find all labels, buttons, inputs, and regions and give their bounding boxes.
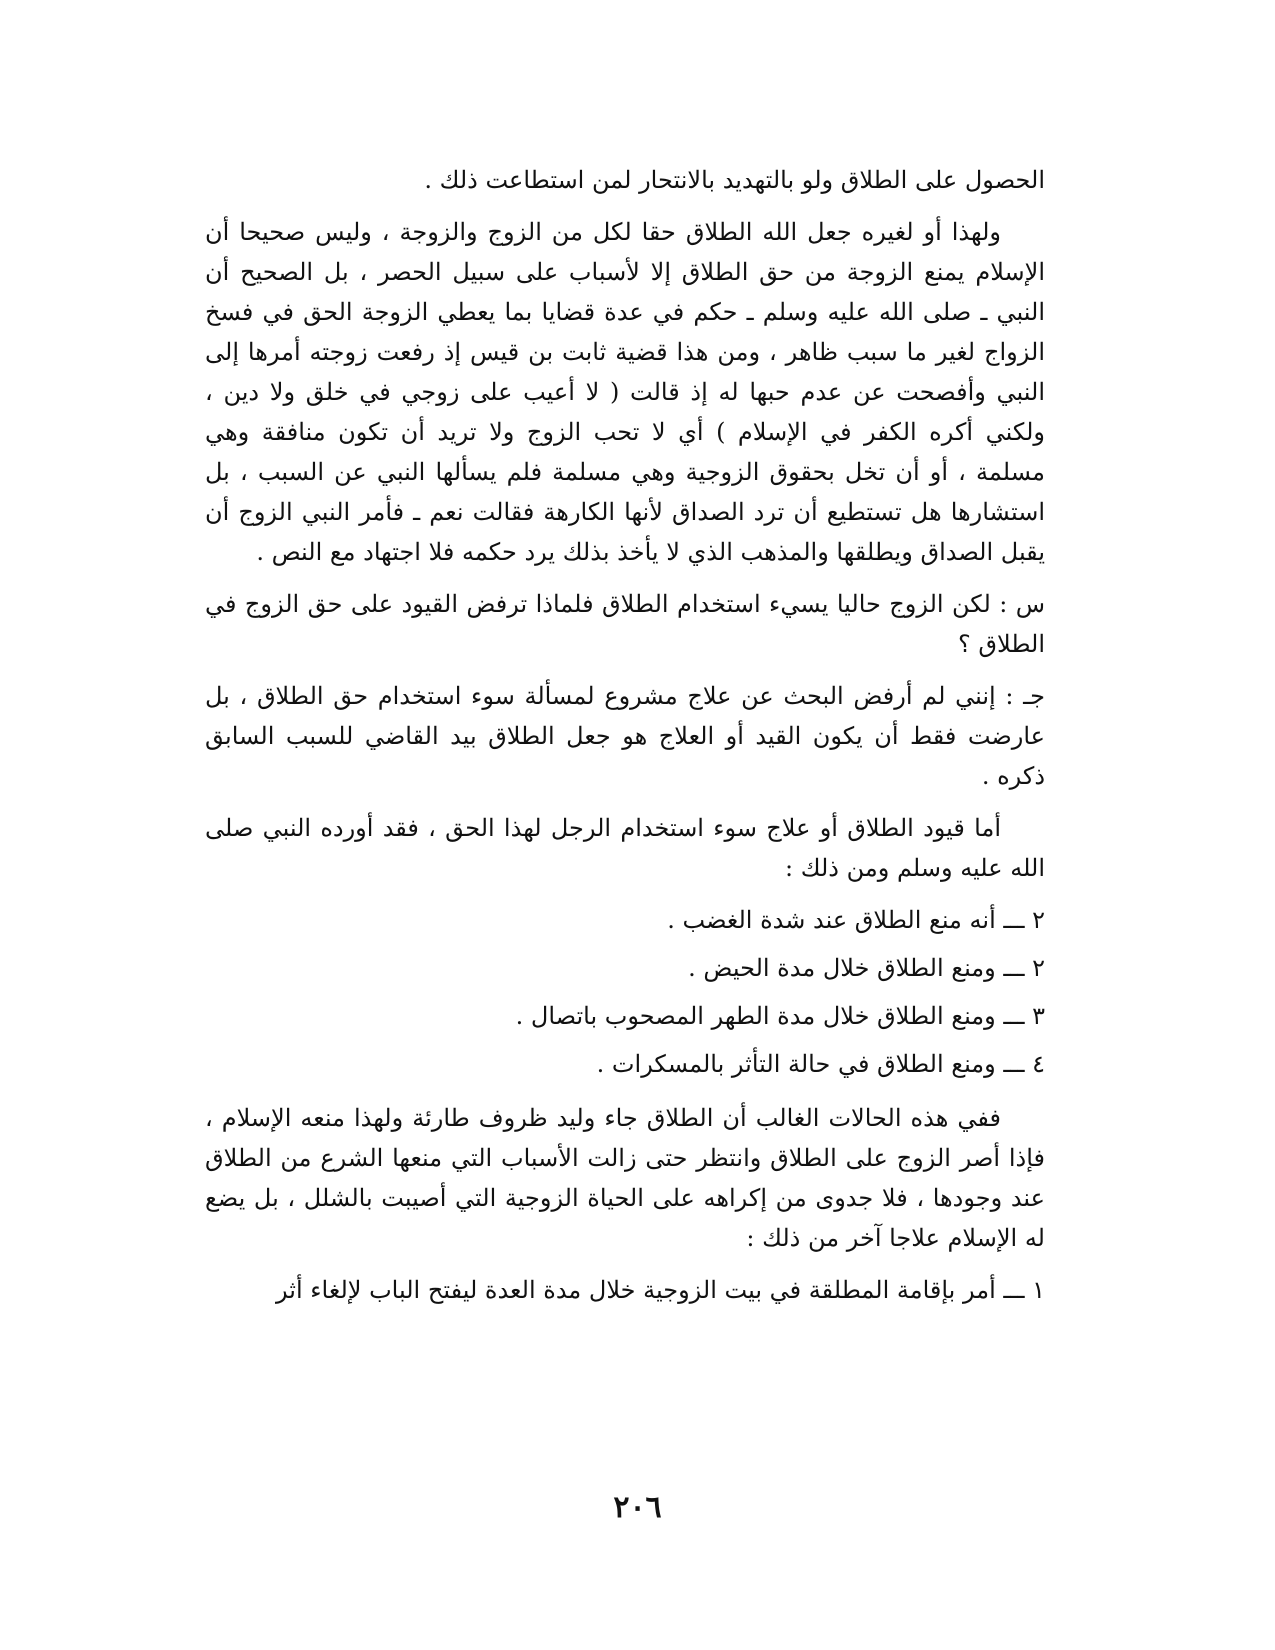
- list-item: ٤ ـــ ومنع الطلاق في حالة التأثر بالمسكرات .: [596, 1050, 1045, 1078]
- page-number: ٢٠٦: [613, 1490, 662, 1525]
- paragraph-answer: جـ : إنني لم أرفض البحث عن علاج مشروع لمسألة سوء استخدام حق الطلاق ، بل عارضت فقط أن يكون القيد أو العلاج هو جعل الطلاق بيد القاضي للسبب السابق ذكره .: [205, 682, 1045, 790]
- list-item: ٢ ـــ ومنع الطلاق خلال مدة الحيض .: [688, 954, 1045, 982]
- document-body: [205, 160, 1045, 1322]
- paragraph-restrictions-intro: أما قيود الطلاق أو علاج سوء استخدام الرجل لهذا الحق ، فقد أورده النبي صلى الله عليه وسلم ومن ذلك :: [205, 814, 1045, 882]
- list-item: ٣ ـــ ومنع الطلاق خلال مدة الطهر المصحوب باتصال .: [515, 1002, 1045, 1030]
- paragraph-question: س : لكن الزوج حاليا يسيء استخدام الطلاق فلماذا ترفض القيود على حق الزوج في الطلاق ؟: [205, 590, 1046, 658]
- paragraph-continuation: الحصول على الطلاق ولو بالتهديد بالانتحار لمن استطاعت ذلك .: [424, 166, 1045, 194]
- paragraph-divorce-right: ولهذا أو لغيره جعل الله الطلاق حقا لكل من الزوج والزوجة ، وليس صحيحا أن الإسلام يمنع الزوجة من حق الطلاق إلا لأسباب على سبيل الحصر ، بل الصحيح أن النبي ـ صلى الله عليه وسلم ـ حكم في عدة قضايا بما يعطي الزوجة الحق في فسخ الزواج لغير ما سبب ظاهر ، ومن هذا قضية ثابت بن قيس إذ رفعت زوجته أمرها إلى النبي وأفصحت عن عدم حبها له إذ قالت ( لا أعيب على زوجي في خلق ولا دين ، ولكني أكره الكفر في الإسلام ) أي لا تحب الزوج ولا تريد أن تكون منافقة وهي مسلمة ، أو أن تخل بحقوق الزوجية وهي مسلمة فلم يسألها النبي عن السبب ، بل استشارها هل تستطيع أن ترد الصداق لأنها الكارهة فقالت نعم ـ فأمر النبي الزوج أن يقبل الصداق ويطلقها والمذهب الذي لا يأخذ بذلك يرد حكمه فلا اجتهاد مع النص .: [205, 218, 1045, 566]
- list-item: ٢ ـــ أنه منع الطلاق عند شدة الغضب .: [667, 906, 1045, 934]
- paragraph-conclusion: ففي هذه الحالات الغالب أن الطلاق جاء وليد ظروف طارئة ولهذا منعه الإسلام ، فإذا أصر الزوج على الطلاق وانتظر حتى زالت الأسباب التي منعها الشرع من الطلاق عند وجودها ، فلا جدوى من إكراهه على الحياة الزوجية التي أصيبت بالشلل ، بل يضع له الإسلام علاجا آخر من ذلك :: [205, 1104, 1045, 1252]
- restrictions-list: [205, 900, 1045, 1084]
- paragraph-remedy-item: ١ ـــ أمر بإقامة المطلقة في بيت الزوجية خلال مدة العدة ليفتح الباب لإلغاء أثر: [276, 1276, 1045, 1304]
